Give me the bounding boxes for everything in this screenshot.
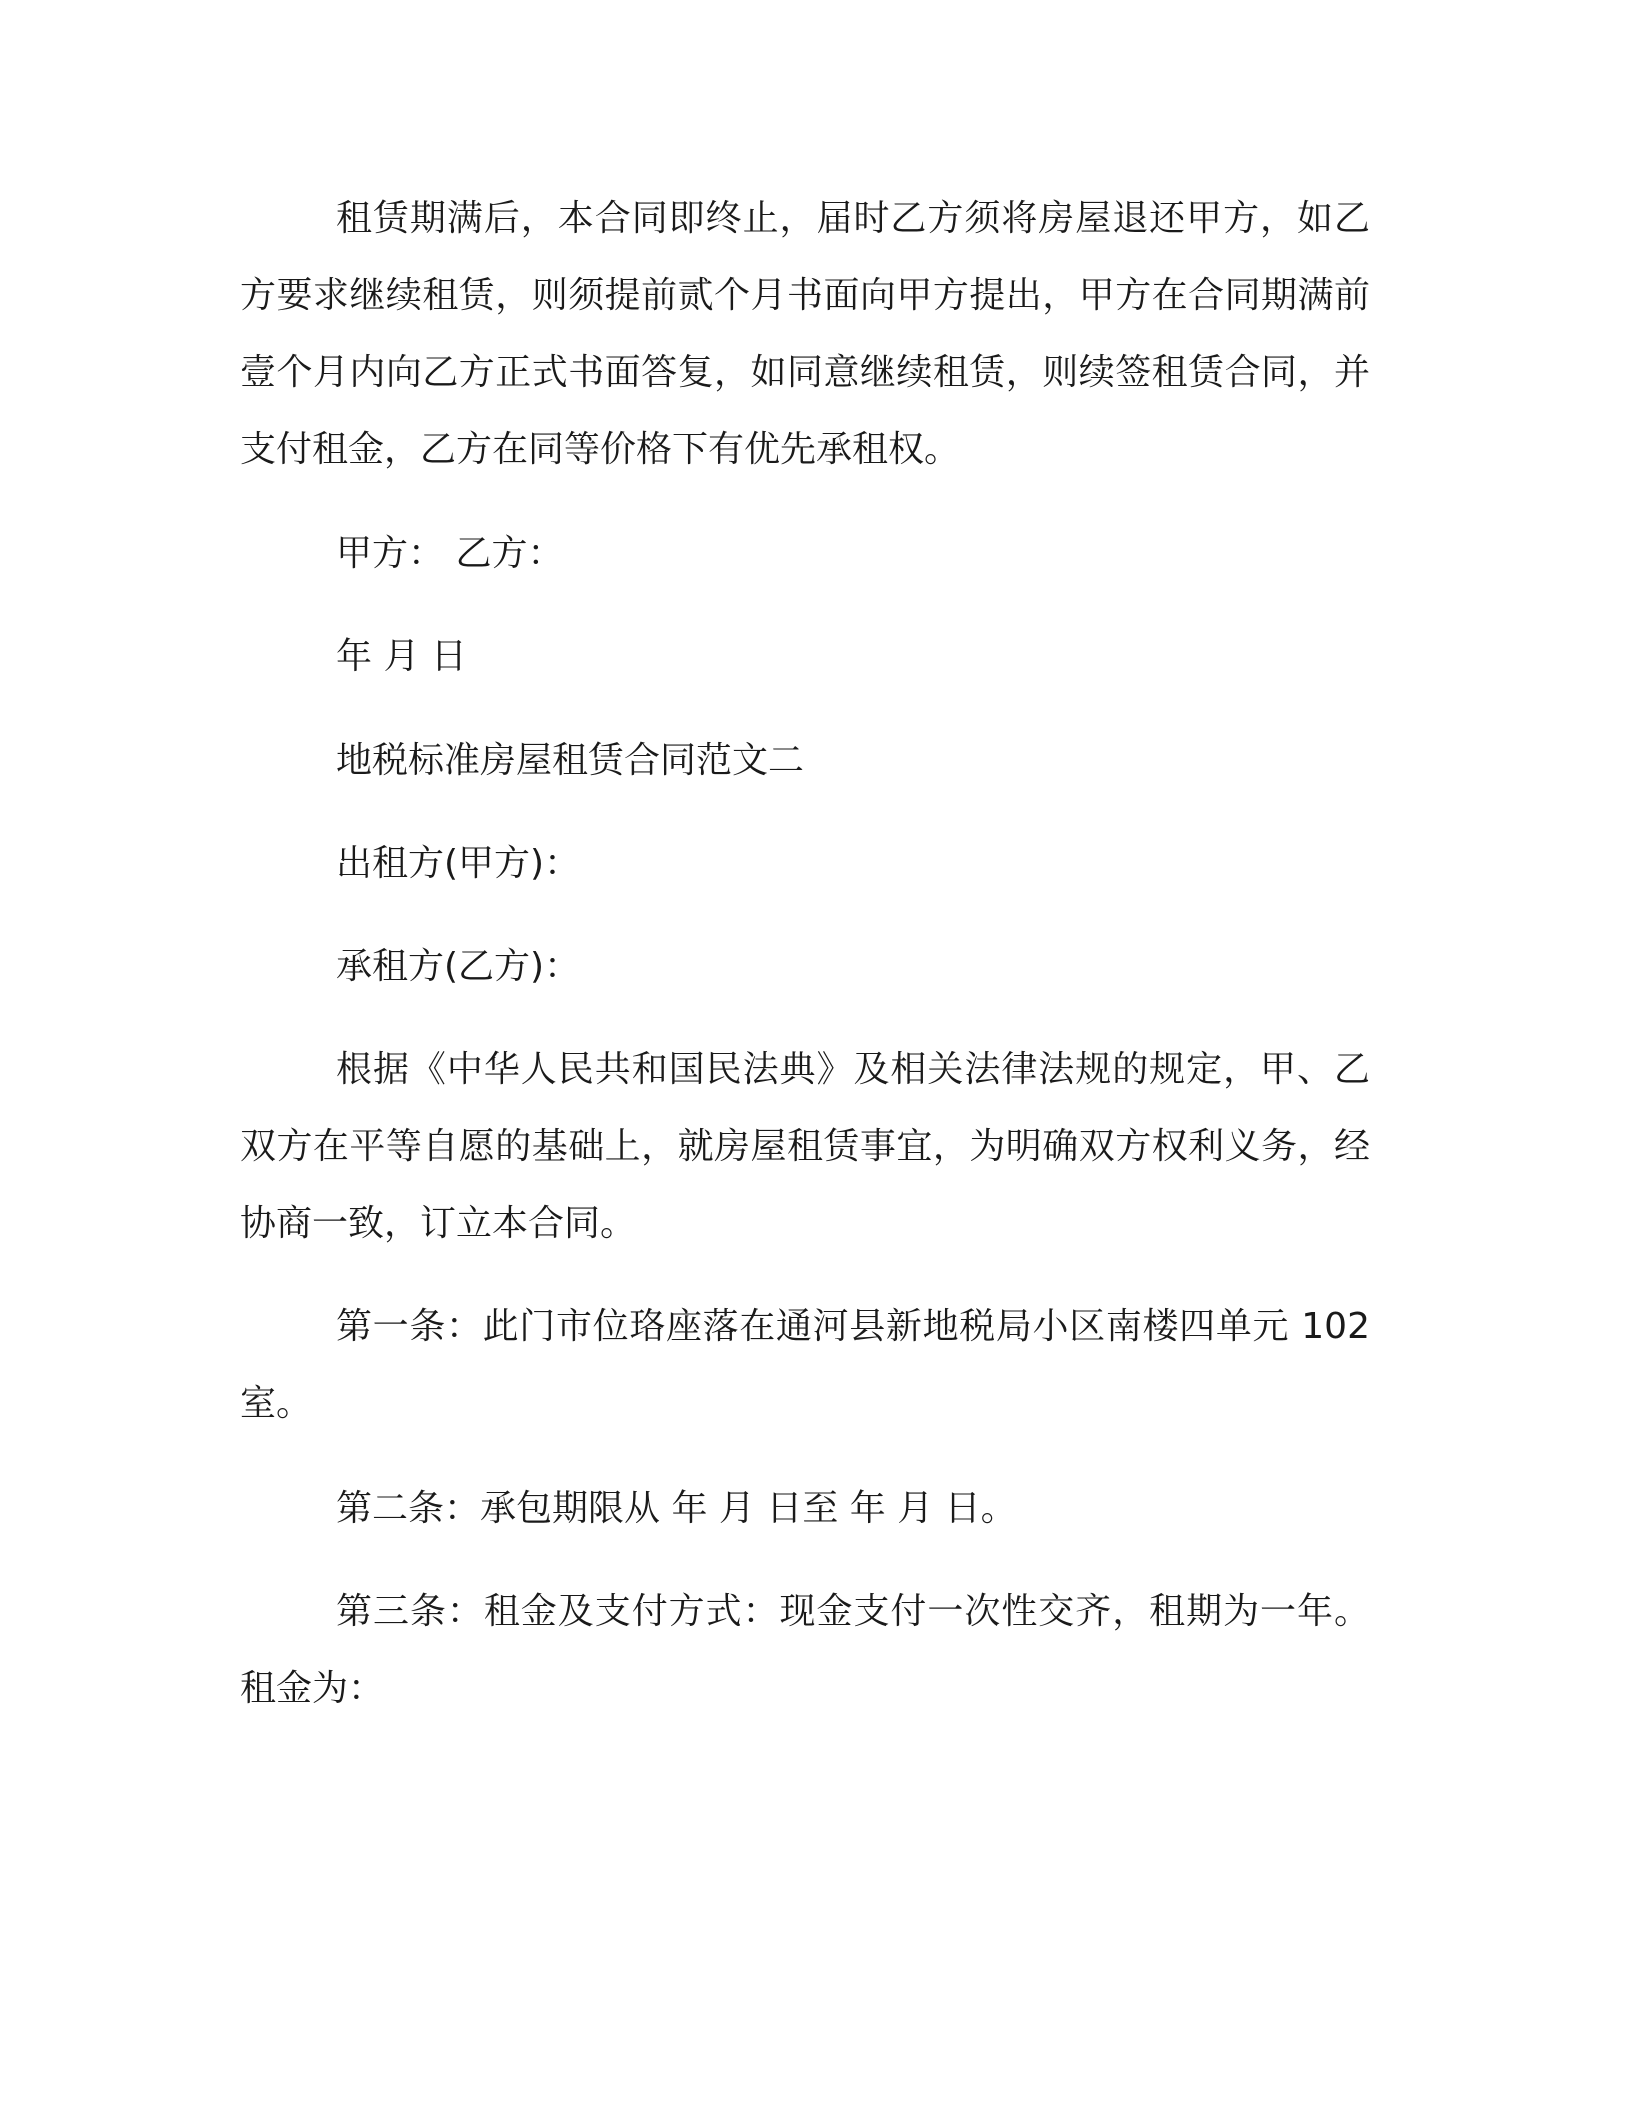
- paragraph-article-1: 第一条：此门市位珞座落在通河县新地税局小区南楼四单元 102 室。: [240, 1306, 1370, 1424]
- paragraph-preamble: 根据《中华人民共和国民法典》及相关法律法规的规定，甲、乙双方在平等自愿的基础上，就房屋租赁事宜，为明确双方权利义务，经协商一致，订立本合同。: [240, 1049, 1370, 1244]
- paragraph-lease-expiry: 租赁期满后，本合同即终止，届时乙方须将房屋退还甲方，如乙方要求继续租赁，则须提前贰个月书面向甲方提出，甲方在合同期满前壹个月内向乙方正式书面答复，如同意继续租赁，则续签租赁合同，并支付租金，乙方在同等价格下有优先承租权。: [240, 198, 1370, 470]
- paragraph-article-2: 第二条：承包期限从 年 月 日至 年 月 日。: [336, 1488, 1017, 1529]
- paragraph-contract-title: 地税标准房屋租赁合同范文二: [336, 740, 805, 781]
- paragraph-lessee: 承租方(乙方)：: [336, 946, 581, 987]
- paragraph-article-3: 第三条：租金及支付方式：现金支付一次性交齐，租期为一年。租金为：: [240, 1591, 1370, 1709]
- paragraph-signature-parties: 甲方： 乙方：: [336, 533, 564, 574]
- paragraph-lessor: 出租方(甲方)：: [336, 843, 581, 884]
- paragraph-date: 年 月 日: [336, 636, 467, 677]
